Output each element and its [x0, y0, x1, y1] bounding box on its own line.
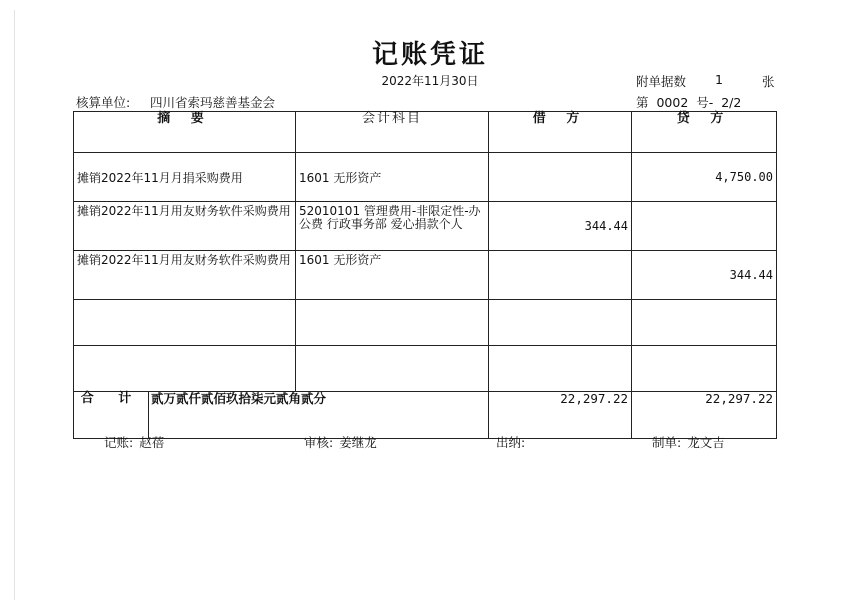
- table-row: [74, 153, 777, 202]
- voucher-number-prefix: 第: [636, 95, 649, 110]
- signature-preparer: [652, 433, 725, 451]
- voucher-title: 记账凭证: [371, 40, 488, 70]
- reviewer-label: 审核:: [304, 435, 334, 450]
- row-summary: 摊销2022年11月月捐采购费用: [74, 153, 296, 202]
- voucher-date: 2022年11月30日: [381, 74, 479, 88]
- row-credit: 4,750.00: [632, 153, 777, 202]
- signature-cashier: [496, 433, 531, 451]
- header-account: 会计科目: [296, 112, 489, 153]
- table-row: [74, 202, 777, 251]
- row-summary: 摊销2022年11月用友财务软件采购费用: [74, 202, 296, 251]
- row-debit: 344.44: [489, 202, 632, 251]
- table-row-empty: [74, 300, 777, 346]
- voucher-number-suffix: 号-: [696, 95, 714, 110]
- row-summary: 摊销2022年11月用友财务软件采购费用: [74, 251, 296, 300]
- header-summary: 摘 要: [74, 112, 296, 153]
- preparer-name: 龙文吉: [687, 435, 725, 450]
- attachments-label: 附单据数: [636, 74, 687, 89]
- row-account: [296, 300, 489, 346]
- preparer-label: 制单:: [652, 435, 682, 450]
- total-label: 合 计: [74, 392, 149, 439]
- scan-edge: [14, 10, 15, 600]
- row-summary: [74, 346, 296, 392]
- reviewer-name: 姜继龙: [339, 435, 377, 450]
- total-row: [74, 392, 777, 439]
- voucher-table: [73, 111, 777, 439]
- attachments-count: 1: [715, 72, 723, 87]
- row-account: [296, 346, 489, 392]
- row-debit: [489, 153, 632, 202]
- cashier-label: 出纳:: [496, 435, 526, 450]
- attachments-unit: 张: [762, 74, 775, 89]
- row-credit: [632, 300, 777, 346]
- voucher-number-value: 0002: [656, 95, 689, 110]
- voucher-page: 2/2: [721, 95, 742, 110]
- table-header-row: [74, 112, 777, 153]
- header-credit: 贷 方: [632, 112, 777, 153]
- total-credit: 22,297.22: [632, 392, 777, 439]
- bookkeeper-label: 记账:: [104, 435, 134, 450]
- header-debit: 借 方: [489, 112, 632, 153]
- accounting-unit-name: 四川省索玛慈善基金会: [150, 95, 276, 110]
- total-amount-in-words: 贰万贰仟贰佰玖拾柒元贰角贰分: [149, 392, 489, 439]
- accounting-unit-label: 核算单位:: [76, 95, 131, 110]
- total-debit: 22,297.22: [489, 392, 632, 439]
- row-credit: [632, 202, 777, 251]
- voucher-number: [636, 93, 741, 111]
- row-account: 52010101 管理费用-非限定性-办公费 行政事务部 爱心捐款个人: [296, 202, 489, 251]
- row-account: 1601 无形资产: [296, 153, 489, 202]
- row-account: 1601 无形资产: [296, 251, 489, 300]
- table-row: [74, 251, 777, 300]
- row-credit: 344.44: [632, 251, 777, 300]
- signature-reviewer: [304, 433, 377, 451]
- row-debit: [489, 346, 632, 392]
- signature-bookkeeper: [104, 433, 164, 451]
- row-debit: [489, 300, 632, 346]
- bookkeeper-name: 赵蓓: [139, 435, 165, 450]
- row-debit: [489, 251, 632, 300]
- row-summary: [74, 300, 296, 346]
- table-row-empty: [74, 346, 777, 392]
- row-credit: [632, 346, 777, 392]
